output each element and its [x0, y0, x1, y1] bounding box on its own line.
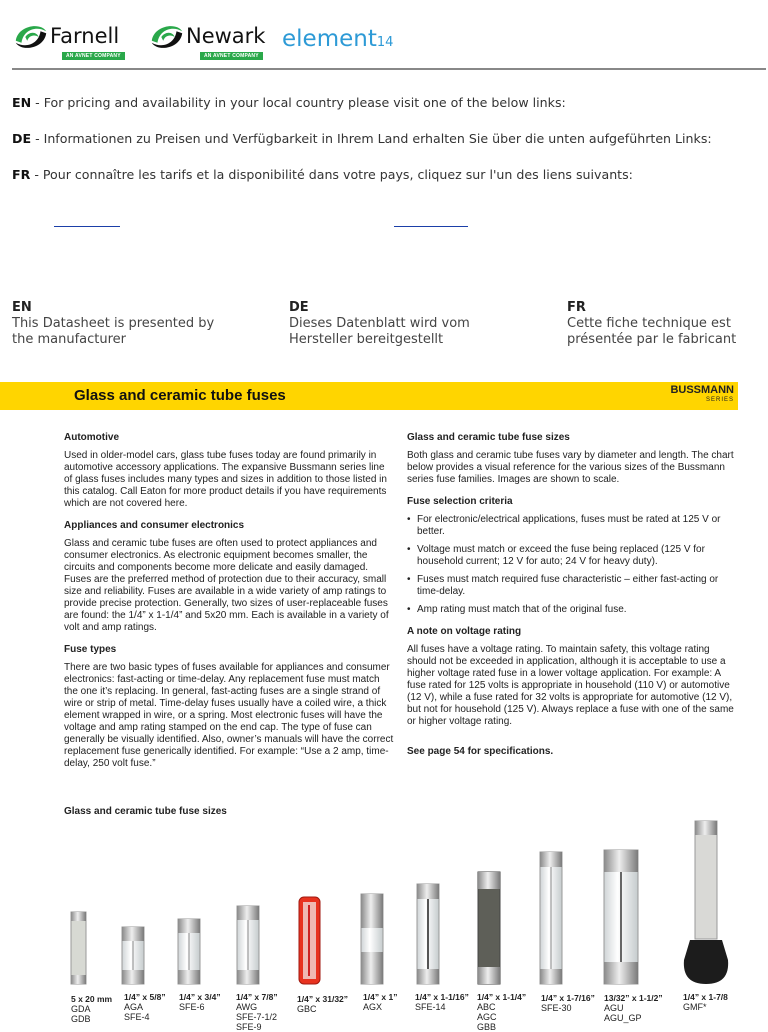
fuse-code: SFE-14	[415, 1002, 446, 1012]
lang-code-en: EN	[12, 95, 32, 110]
fuse-gda	[71, 912, 86, 984]
fuse-label-sfe-6	[179, 992, 221, 1012]
newark-logo[interactable]	[148, 18, 266, 59]
fuse-code: AGU_GP	[604, 1013, 642, 1023]
lang-line-en	[12, 95, 566, 110]
heading-sizes: Glass and ceramic tube fuse sizes	[407, 432, 570, 443]
bussmann-series: SERIES	[705, 397, 734, 403]
farnell-wordmark: Farnell	[50, 24, 120, 48]
fuse-awg	[237, 906, 259, 984]
criteria-item: • For electronic/electrical applications, fuses must be rated at 125 V or better.	[407, 514, 735, 538]
fuse-size: 1/4” x 1-7/8	[683, 992, 728, 1002]
see-page-link[interactable]: See page 54 for specifications.	[407, 746, 554, 757]
lang-line-de	[12, 131, 712, 146]
fuse-code: GDB	[71, 1014, 91, 1024]
presented-fr-line2: présentée par le fabricant	[567, 332, 737, 347]
left-column	[64, 432, 394, 770]
fuse-code: AWG	[236, 1002, 258, 1012]
fuse-label-abc	[477, 992, 526, 1032]
fuse-code: SFE-6	[179, 1002, 205, 1012]
presented-fr-line1: Cette fiche technique est	[567, 316, 731, 331]
presented-fr	[567, 300, 768, 348]
heading-automotive: Automotive	[64, 432, 119, 443]
fuse-agu	[604, 850, 638, 984]
para-fuse-types: There are two basic types of fuses available for appliances and consumer electronics: fast-acting or time-delay. Any replacement fuse must match the one it’s replacing. In general, fast-acting fuses are a single strand of wire or strip of metal. Time-delay fuses usually have a coiled wire, a thick element wrapped in wire, or a spring. Most electronic fuses will have the voltage and amp rating stamped on the end cap. The type of fuse can generally be visually identified. Also, owner’s manuals will have the correct replacement fuse generically identified. For example: “Use a 2 amp, time-delay, 250 volt fuse.”	[64, 662, 394, 769]
fuse-label-agu	[604, 993, 663, 1023]
heading-fuse-types: Fuse types	[64, 644, 117, 655]
lang-text-de: - Informationen zu Preisen und Verfügbarkeit in Ihrem Land erhalten Sie über die unten aufgeführten Links:	[31, 131, 712, 146]
fuse-size: 1/4” x 31/32”	[297, 994, 349, 1004]
fuse-size: 1/4” x 1-7/16”	[541, 993, 595, 1003]
presented-de-line2: Hersteller bereitgestellt	[289, 332, 444, 347]
fuse-code: AGX	[363, 1002, 383, 1012]
fuse-agx	[361, 894, 383, 984]
fuse-label-aga	[124, 992, 166, 1022]
criteria-item: • Fuses must match required fuse characteristic – either fast-acting or time-delay.	[407, 574, 735, 598]
fuse-gmf	[684, 821, 728, 984]
header-divider	[12, 68, 766, 70]
fuse-sizes-title: Glass and ceramic tube fuse sizes	[64, 806, 227, 817]
fuse-size: 13/32” x 1-1/2”	[604, 993, 663, 1003]
presented-en-code: EN	[12, 300, 32, 315]
right-column	[407, 432, 735, 758]
fuse-sfe-30	[540, 852, 562, 984]
para-sizes: Both glass and ceramic tube fuses vary by diameter and length. The chart below provides a visual reference for the various sizes of the Bussmann series fuse families. Images are shown to scale.	[407, 450, 734, 485]
fuse-code: AGA	[124, 1002, 144, 1012]
para-appliances: Glass and ceramic tube fuses are often used to protect appliances and consumer electronics. As electronic equipment becomes smaller, the circuits and components become more delicate and easily damaged. Fuses are the preferred method of protection due to their accuracy, small size and reliability. Fuses are available in a wide variety of amp ratings to provide precise protection. Generally, two sizes of user-replaceable fuses are found: the 1/4” x 1-1/4” and 5x20 mm. Each is available in a variety of volt and amp ratings.	[64, 538, 389, 633]
lang-text-en: - For pricing and availability in your local country please visit one of the below links:	[31, 95, 566, 110]
fuse-code: SFE-7-1/2	[236, 1012, 278, 1022]
fuse-label-sfe-30	[541, 993, 595, 1013]
para-automotive: Used in older-model cars, glass tube fuses today are found primarily in automotive accessory applications. The expansive Bussmann series line of glass fuses includes many types and sizes in addition to those listed in this catalog. Call Eaton for more product details if you have requirements which are not covered here.	[64, 450, 387, 509]
fuse-size: 1/4” x 5/8”	[124, 992, 166, 1002]
element14-word: element	[282, 26, 377, 52]
country-link-2[interactable]	[394, 226, 468, 227]
fuse-code: GBC	[297, 1004, 317, 1014]
heading-selection-criteria: Fuse selection criteria	[407, 496, 513, 507]
fuse-code: SFE-9	[236, 1022, 262, 1032]
fuse-sfe-6	[178, 919, 200, 984]
country-link-1[interactable]	[54, 226, 120, 227]
presented-en-line1: This Datasheet is presented by	[12, 316, 215, 331]
farnell-swirl-icon	[12, 18, 50, 56]
bussmann-logo	[670, 385, 734, 405]
presented-de-line1: Dieses Datenblatt wird vom	[289, 316, 470, 331]
criteria-list	[407, 514, 735, 616]
fuse-code: ABC	[477, 1002, 496, 1012]
fuse-code: GMF*	[683, 1002, 707, 1012]
section-title: Glass and ceramic tube fuses	[74, 387, 286, 404]
element14-logo[interactable]	[282, 26, 393, 52]
newark-wordmark: Newark	[186, 24, 266, 48]
heading-voltage-note: A note on voltage rating	[407, 626, 522, 637]
criteria-item: • Voltage must match or exceed the fuse being replaced (125 V for household current; 12 V for auto; 24 V for heavy duty).	[407, 544, 735, 568]
fuse-label-gbc	[297, 994, 348, 1014]
fuse-aga	[122, 927, 144, 984]
fuse-code: SFE-4	[124, 1012, 150, 1022]
bussmann-wordmark: BUSSMANN	[670, 384, 734, 396]
lang-text-fr: - Pour connaître les tarifs et la disponibilité dans votre pays, cliquez sur l'un des liens suivants:	[30, 167, 633, 182]
fuse-code: GBB	[477, 1022, 497, 1032]
fuse-label-sfe-14	[415, 992, 469, 1012]
lang-line-fr	[12, 167, 633, 182]
fuse-size: 1/4” x 3/4”	[179, 992, 221, 1002]
fuse-label-gda	[71, 994, 112, 1024]
presented-de	[289, 300, 529, 348]
fuse-sizes-illustration	[0, 815, 768, 990]
fuse-code: SFE-30	[541, 1003, 572, 1013]
presented-fr-code: FR	[567, 300, 586, 315]
lang-code-de: DE	[12, 131, 32, 146]
fuse-code: AGC	[477, 1012, 497, 1022]
presented-en-line2: the manufacturer	[12, 332, 127, 347]
fuse-code: GDA	[71, 1004, 91, 1014]
newark-avnet-tag: AN AVNET COMPANY	[200, 52, 263, 60]
fuse-size: 1/4” x 1-1/16”	[415, 992, 469, 1002]
farnell-avnet-tag: AN AVNET COMPANY	[62, 52, 125, 60]
fuse-size: 1/4” x 1-1/4”	[477, 992, 527, 1002]
fuse-gbc	[299, 897, 320, 984]
fuse-size: 5 x 20 mm	[71, 994, 113, 1004]
fuse-size: 1/4” x 1”	[363, 992, 398, 1002]
lang-code-fr: FR	[12, 167, 31, 182]
fuse-code: AGU	[604, 1003, 624, 1013]
fuse-size: 1/4” x 7/8”	[236, 992, 278, 1002]
fuse-abc	[478, 872, 500, 984]
fuse-label-agx	[363, 992, 398, 1012]
para-voltage-note: All fuses have a voltage rating. To maintain safety, this voltage rating should not be exceeded in application, although it is acceptable to use a higher voltage rated fuse in a lower voltage application. For example: A fuse rated for 125 volts is appropriate in household (110 V) or automotive (12 V), while a fuse rated for 32 volts is appropriate for automotive (12 V), but not for household (125 V). Always replace a fuse with one of the same or higher voltage rating.	[407, 644, 734, 727]
fuse-label-awg	[236, 992, 278, 1032]
fuse-sfe-14	[417, 884, 439, 984]
newark-swirl-icon	[148, 18, 186, 56]
heading-appliances: Appliances and consumer electronics	[64, 520, 245, 531]
criteria-item: • Amp rating must match that of the original fuse.	[407, 604, 735, 616]
presented-en	[12, 300, 252, 348]
presented-de-code: DE	[289, 300, 309, 315]
fuse-label-gmf	[683, 992, 728, 1012]
element14-number: 14	[376, 35, 394, 50]
farnell-logo[interactable]	[12, 18, 121, 59]
